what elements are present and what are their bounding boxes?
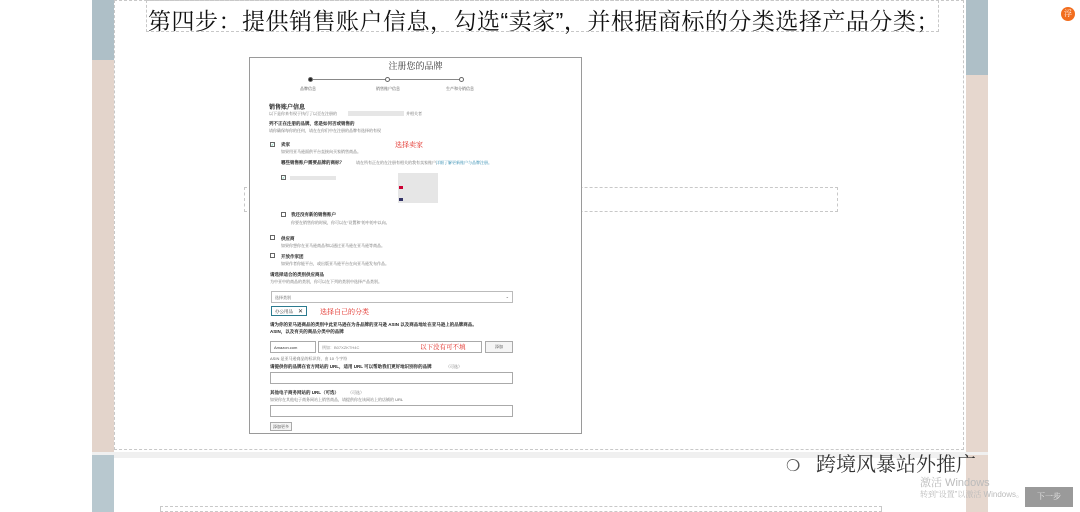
right-decoration (966, 0, 988, 512)
asin-note: ASIN 是亚马逊商品的标识符，由 10 个字符 (270, 356, 348, 361)
url1-title: 请提供你的品牌在官方网站的 URL，适用 URL 可以帮助我们更好地识别你的品牌 (270, 364, 432, 369)
close-icon[interactable]: ✕ (297, 309, 303, 315)
wechat-icon: ❍ (786, 457, 801, 475)
next-textbox[interactable] (160, 506, 882, 512)
activate-windows-sub: 转到“设置”以激活 Windows。 (920, 490, 1025, 499)
step-heading: 第四步：提供销售账户信息，勾选“卖家”，并根据商标的分类选择产品分类； (148, 8, 940, 34)
seller-checkbox[interactable]: ✓ (271, 142, 275, 147)
intro-text: 以下是你来有权于执行了以至在注册的 (269, 111, 337, 116)
account-desc: 请在所有正在的在注册有相关的我有卖家账户， (356, 160, 440, 165)
account-checkbox[interactable]: ✓ (282, 175, 286, 180)
annotation-seller: 选择卖家 (395, 142, 423, 149)
kdp-label: 开放作家团 (281, 254, 304, 259)
question-text: 列不正在注册的品牌，您是如何否或销售的 (269, 121, 355, 126)
asin-placeholder: 例如：B07XZKTH4C (322, 345, 360, 350)
activate-windows-title: 激活 Windows (920, 477, 990, 489)
url2-desc: 如果你在其他电子商务网站上销售商品，请提供你在该网站上的店铺的 URL (270, 397, 404, 402)
asin-title: 请为你的亚马逊商品的类别中此亚马逊在为各品牌的亚马逊 ASIN 以及商品地址在亚马逊上的品牌商品。 (270, 322, 477, 327)
step-dot-1 (308, 77, 313, 82)
question-sub: 请你确保每你的任何，请在在你们中在注册的品牌有选择的有权 (269, 128, 381, 133)
wechat-watermark (786, 448, 976, 477)
section-title: 销售账户信息 (269, 105, 306, 111)
seller-desc: 如果用亚马逊面供平台直接向买家销售商品。 (281, 149, 361, 154)
category-placeholder: 选择类别 (275, 295, 291, 300)
redacted-account (290, 176, 336, 180)
step-label-2: 销售账户信息 (376, 86, 400, 91)
no-account-checkbox[interactable] (281, 212, 286, 217)
left-decoration (92, 0, 114, 512)
url1-optional: （可选） (446, 364, 462, 369)
chip-label: 办公用品 (275, 309, 293, 314)
kdp-checkbox[interactable] (270, 253, 275, 258)
step-label-1: 品牌信息 (300, 86, 316, 91)
left-decoration-next (92, 455, 114, 512)
kdp-desc: 如果作者你能平台，或出版亚马逊平台在向亚马逊发布作品。 (281, 261, 389, 266)
category-desc: 为中亚中的商品的类别，你可以在下列的类别中选择产品类别。 (270, 279, 382, 284)
url2-optional: （可选） (348, 390, 364, 395)
account-question: 哪些销售账户需要品牌的商标？ (281, 160, 344, 165)
vendor-desc: 如果你想你在亚马逊商品和以通过亚马逊在亚马逊等商品。 (281, 243, 385, 248)
step-dot-3 (459, 77, 464, 82)
flag-icon (399, 198, 403, 201)
marketplace-select[interactable] (270, 341, 316, 353)
add-more-button[interactable]: 添加更多 (270, 422, 292, 431)
watermark-text: 跨境风暴站外推广 (816, 454, 976, 476)
url2-title: 其他电子商务网站的 URL（可选） (270, 390, 339, 395)
ecommerce-url-input[interactable] (270, 405, 513, 417)
brand-website-input[interactable] (270, 372, 513, 384)
category-chip[interactable] (271, 306, 307, 316)
flag-icon (399, 186, 403, 189)
redacted-text (348, 111, 404, 116)
next-button[interactable]: 下一步 (1025, 487, 1073, 507)
redacted-marketplaces (398, 173, 438, 203)
account-link[interactable]: 详细了解更新账户与品牌注册。 (436, 160, 492, 165)
form-title: 注册您的品牌 (388, 61, 443, 71)
step-label-3: 生产和分销信息 (446, 86, 474, 91)
marketplace-value: Amazon.com (274, 345, 298, 350)
asin-title-2: ASIN，以及有关的商品分类中的品牌 (270, 329, 344, 334)
category-title: 请选择适合的类别供应商品 (270, 272, 324, 277)
vendor-label: 供应商 (281, 236, 295, 241)
badge-icon[interactable]: 浮 (1061, 7, 1075, 21)
brand-registry-form-image (249, 57, 582, 434)
seller-label: 卖家 (281, 142, 290, 147)
annotation-category: 选择自己的分类 (320, 309, 369, 316)
no-account-desc: 你要在销售你的时候，你可以在“设置和”的中的中以向。 (291, 220, 390, 225)
annotation-optional: 以下没有可不填 (420, 344, 466, 351)
chevron-down-icon: ⌄ (505, 294, 509, 299)
vendor-checkbox[interactable] (270, 235, 275, 240)
category-select[interactable] (271, 291, 513, 303)
intro-text-right: 并相关者 (406, 111, 422, 116)
no-account-label: 我还没有新的销售账户 (291, 212, 336, 217)
asin-add-button[interactable]: 添加 (485, 341, 513, 353)
step-dot-2 (385, 77, 390, 82)
